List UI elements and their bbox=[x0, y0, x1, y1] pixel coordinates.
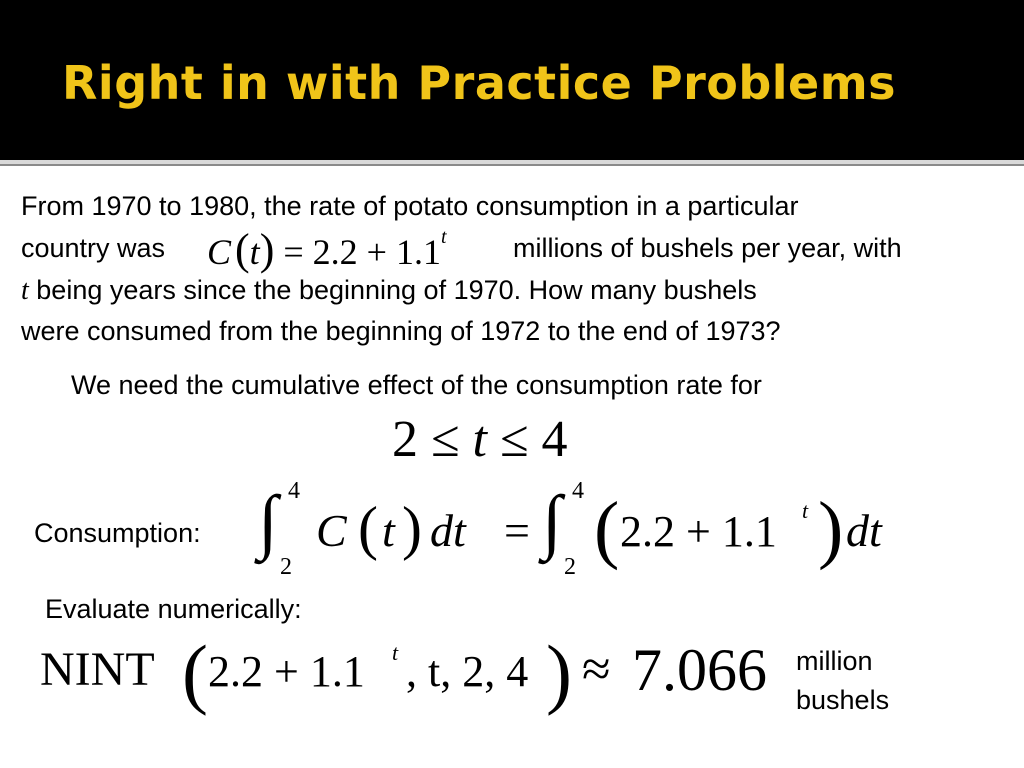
slide-title: Right in with Practice Problems bbox=[62, 56, 897, 110]
interval-lower: 2 bbox=[392, 411, 418, 468]
integral-sign-1: ∫ bbox=[258, 481, 278, 561]
interval-inequality bbox=[392, 410, 568, 469]
unit-line-2: bushels bbox=[796, 685, 890, 715]
unit-line-1: million bbox=[796, 646, 873, 676]
interval-upper: 4 bbox=[541, 411, 568, 468]
evaluate-label: Evaluate numerically: bbox=[45, 594, 302, 624]
problem-line-1: From 1970 to 1980, the rate of potato consumption in a particular bbox=[21, 191, 799, 221]
problem-line-3 bbox=[21, 275, 757, 307]
nint-func: NINT bbox=[40, 643, 155, 696]
problem-line-3-t: t bbox=[21, 275, 29, 306]
problem-line-4: were consumed from the beginning of 1972 to the end of 1973? bbox=[21, 316, 781, 346]
formula-rhs: = 2.2 + 1.1 bbox=[283, 232, 441, 272]
nint-args: , t, 2, 4 bbox=[406, 647, 529, 696]
integral-1-lower: 2 bbox=[280, 554, 292, 580]
nint-approx: ≈ bbox=[582, 641, 611, 698]
title-bar bbox=[0, 0, 1024, 160]
consumption-integral: ∫ 4 2 C ( t ) dt = ∫ 4 2 ( 2.2 + 1.1 t ) dt bbox=[258, 478, 882, 580]
problem-line-3-rest: being years since the beginning of 1970. How many bushels bbox=[28, 275, 757, 305]
interval-le-1: ≤ bbox=[431, 411, 460, 468]
nint-inner: 2.2 + 1.1 bbox=[208, 647, 365, 696]
header-divider-dark bbox=[0, 164, 1024, 166]
interval-var: t bbox=[472, 411, 487, 468]
integral-1-upper: 4 bbox=[288, 478, 300, 504]
formula-c: C bbox=[207, 232, 232, 272]
integral-2-exp: t bbox=[802, 498, 809, 523]
rate-formula: $C(t) = 2.2 + 1.1^t$ bbox=[207, 225, 447, 274]
integral-1-t: t bbox=[382, 505, 395, 556]
nint-result: 7.066 bbox=[632, 637, 767, 703]
nint-expression: NINT ( 2.2 + 1.1 t , t, 2, 4 ) ≈ 7.066 bbox=[40, 629, 767, 716]
integral-2-dt: dt bbox=[846, 505, 882, 556]
problem-line-2-start: country was bbox=[21, 233, 166, 263]
formula-exp: t bbox=[440, 226, 447, 248]
problem-line-2-end: millions of bushels per year, with bbox=[513, 233, 902, 263]
interval-le-2: ≤ bbox=[500, 411, 529, 468]
integral-equals: = bbox=[504, 505, 530, 556]
integral-1-c: C bbox=[316, 505, 347, 556]
integral-2-inner: 2.2 + 1.1 bbox=[620, 507, 777, 556]
integral-2-upper: 4 bbox=[572, 478, 584, 504]
integral-1-dt: dt bbox=[430, 505, 466, 556]
formula-t: t bbox=[249, 232, 260, 272]
integral-2-lower: 2 bbox=[564, 554, 576, 580]
integral-sign-2: ∫ bbox=[542, 481, 562, 561]
problem-line-2 bbox=[21, 233, 165, 264]
consumption-label: Consumption: bbox=[34, 518, 201, 548]
nint-exp: t bbox=[392, 640, 399, 665]
solution-intro: We need the cumulative effect of the consumption rate for bbox=[71, 370, 762, 400]
